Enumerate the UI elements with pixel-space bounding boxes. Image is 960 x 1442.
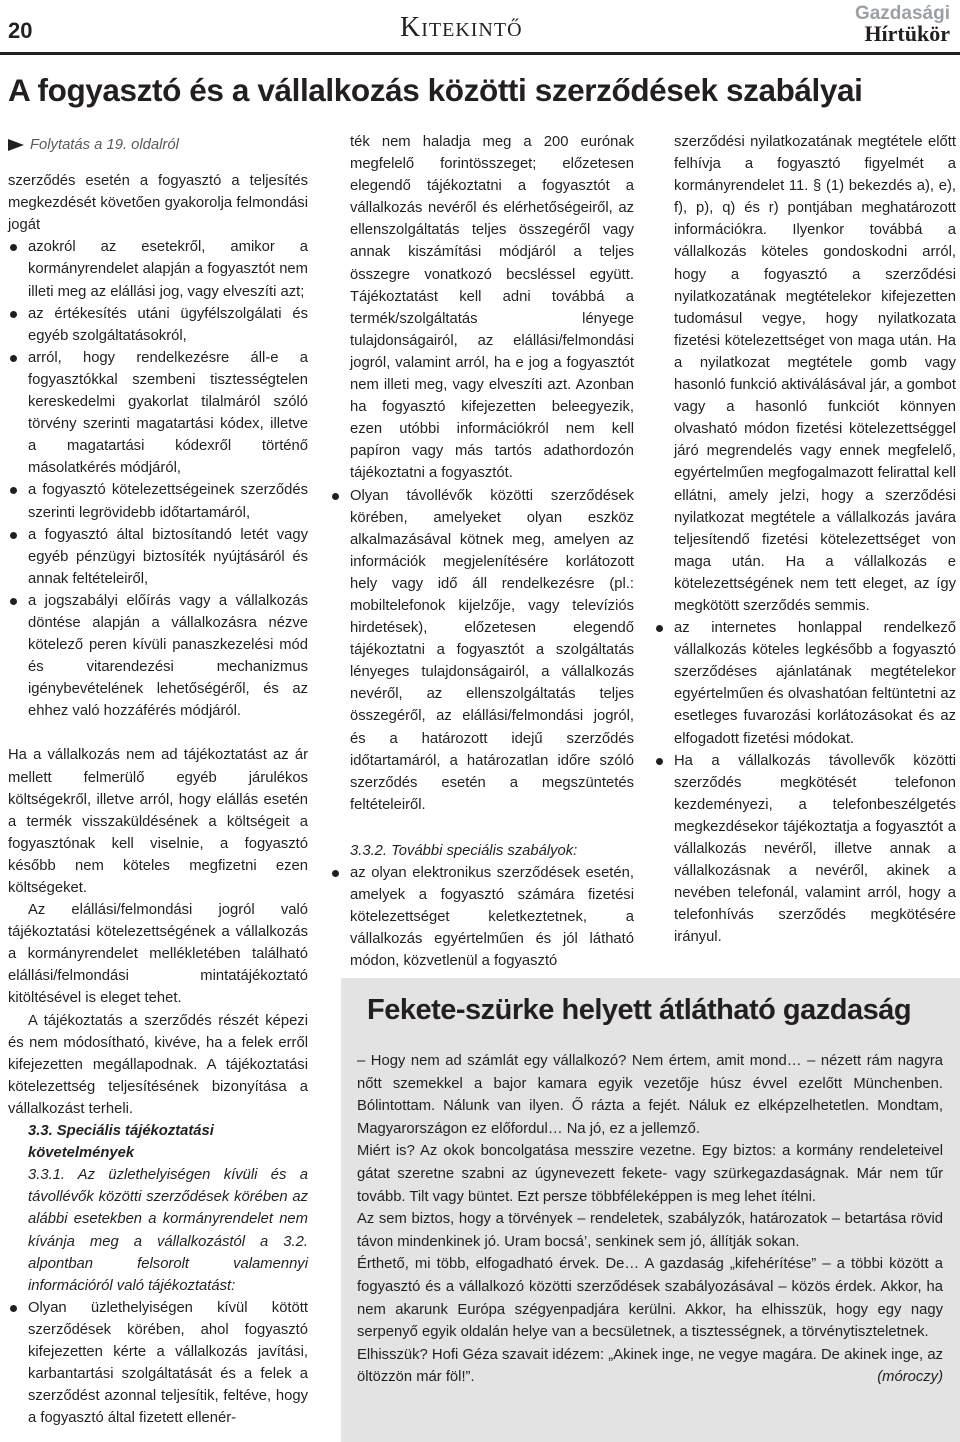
article-title: A fogyasztó és a vállalkozás közötti szerződések szabályai [8, 72, 863, 108]
paragraph: Miért is? Az okok boncolgatása messzire vezetne. Egy biztos: a kormány rendeleteivel gátat szeretne szabni az úgynevezett fekete- vagy szürkegazdaságnak. Már nem tűr tovább. Tilt vagy büntet. Ezt persze többféleképpen is meg lehet ítélni. [357, 1143, 943, 1205]
paragraph: szerződési nyilatkozatának megtétele előtt felhívja a fogyasztó figyelmét a kormányrendelet 11. § (1) bekezdés a), e), f), p), q) és r) pontjában meghatározott információkra. Ilyenkor továbbá a vállalkozás köteles gondoskodni arról, hogy a fogyasztó a szerződési nyilatkozatának megtételekor kifejezetten tudomásul vegye, hogy nyilatkozata fizetési kötelezettséget von maga után. Ha a nyilatkozat megtétele gomb vagy hasonló funkció aktiválásával jár, a gombot vagy a hasonló funkciót könnyen olvasható módon fizetési kötelezettséggel járó megrendelés vagy ennek megfelelő, egyértelműen megfogalmazott felirattal kell ellátni, amely jelzi, hogy a szerződési nyilatkozat megtétele a vállalkozás javára teljesítendő fizetési kötelezettséget von maga után. Ha a vállalkozás e kötelezettségének nem tett eleget, az így megkötött szerződés semmis. [674, 134, 956, 614]
arrow-right-icon [8, 139, 24, 151]
author-signature: (móroczy) [877, 1369, 943, 1386]
box-title: Fekete-szürke helyett átlátható gazdaság [367, 994, 912, 1026]
list-item: a fogyasztó által biztosítandó letét vagy egyéb pénzügyi biztosíték nyújtásáról és annak feltételeiről, [8, 524, 308, 590]
paragraph: Érthető, mi több, elfogadható érvek. De… A gazdaság „kifehérítése” – a többi között a fogyasztó és a vállalkozó közötti szerződések szabályozásával – közös érdek. Akkor, ha nem akarunk Európa szégyenpadjára kerülni. Akkor, ha elhisszük, hogy egy nagy serpenyő egyik oldalán helye van a becsületnek, a tisztességnek, a törvénytiszteletnek. [357, 1256, 943, 1341]
paragraph [357, 1344, 943, 1389]
list-item: az olyan elektronikus szerződések esetén, amelyek a fogyasztó számára fizetési kötelezettséget keletkeztetnek, a vállalkozás egyértelműen és jól látható módon, közvetlenül a fogyasztó [330, 862, 634, 972]
list-item: az internetes honlappal rendelkező vállalkozás köteles legkésőbb a fogyasztó szerződéses ajánlatának megtételekor egyértelműen és olvashatóan feltüntetni az esetleges fuvarozási korlátozásokat és az elfogadott fizetési módokat. [654, 617, 956, 750]
paragraph: szerződés esetén a fogyasztó a teljesítés megkezdését követően gyakorolja felmondási jogát [8, 173, 308, 234]
bullet-list [8, 1297, 308, 1430]
page-header [0, 0, 960, 58]
subheading: 3.3. Speciális tájékoztatási követelmények [28, 1123, 214, 1162]
masthead-top: Gazdasági [854, 3, 950, 24]
header-rule [0, 52, 960, 55]
bullet-list [654, 617, 956, 948]
bullet-list [8, 236, 308, 722]
closing-text: Elhisszük? Hofi Géza szavait idézem: „Akinek inge, ne vegye magára. De akinek inge, az öltözzön már föl!”. [357, 1346, 943, 1386]
column-1 [8, 134, 308, 1429]
masthead-logo [855, 4, 950, 45]
bullet-list [330, 862, 634, 972]
continued-note [8, 134, 308, 156]
bullet-list [330, 485, 634, 816]
paragraph: – Hogy nem ad számlát egy vállalkozó? Nem értem, amit mond… – nézett rám nagyra nőtt szemekkel a bajor kamara egyik vezetője húsz évvel ezelőtt Münchenben. Bólintottam. Nálunk van ilyen. Ő rázta a fejét. Náluk ez elképzelhetetlen. Mondtam, Magyarországon ez előfordul… Na jó, ez a jellemző. [357, 1053, 943, 1137]
list-item: azokról az esetekről, amikor a kormányrendelet alapján a fogyasztót nem illeti meg az elállási jog, vagy elveszíti azt; [8, 236, 308, 302]
column-3 [654, 131, 956, 948]
paragraph: A tájékoztatás a szerződés részét képezi és nem módosítható, kivéve, ha a felek erről kifejezetten megállapodnak. A tájékoztatási kötelezettség teljesítésének bizonyítása a vállalkozást terheli. [8, 1012, 308, 1117]
paragraph: Az elállási/felmondási jogról való tájékoztatási kötelezettségének a vállalkozás a kormányrendelet mellékletében található elállási/felmondási mintatájékoztató kitöltésével is eleget tehet. [8, 902, 308, 1007]
subheading: 3.3.2. További speciális szabályok: [350, 842, 578, 859]
list-item: a jogszabályi előírás vagy a vállalkozás döntése alapján a vállalkozásra nézve kötelező peren kívüli panaszkezelési mód és vitarendezési mechanizmus igénybevételének lehetőségéről, és az ehhez való hozzáférés módjáról. [8, 590, 308, 723]
list-item: arról, hogy rendelkezésre áll-e a fogyasztókkal szembeni tisztességtelen kereskedelmi gyakorlat tilalmáról szóló törvény szerinti magatartási kódex, illetve a magatartási kódexről történő másolatkérés módjáról, [8, 347, 308, 480]
paragraph: Az sem biztos, hogy a törvények – rendeletek, szabályzók, határozatok – betartása rövid távon mindenkinek jó. Uram bocsá’, senkinek sem jó, állítják sokan. [357, 1211, 943, 1250]
paragraph: Ha a vállalkozás nem ad tájékoztatást az ár mellett felmerülő egyéb járulékos költségekről, illetve arról, hogy elállás esetén a termék visszaküldésének a költségeit a fogyasztónak kell viselnie, a fogyasztó később nem köteles megfizetni ezen költségeket. [8, 747, 308, 896]
list-item: a fogyasztó kötelezettségeinek szerződés szerinti legrövidebb időtartamáról, [8, 479, 308, 523]
box-body [357, 1050, 943, 1389]
paragraph: ték nem haladja meg a 200 eurónak megfelelő forintösszeget; előzetesen elegendő tájékoztatni a fogyasztót a vállalkozás nevéről és elérhetőségeiről, az ellenszolgáltatás teljes összegéről vagy annak kiszámítási módjáról a teljes összegre vonatkozó becsléssel együtt. Tájékoztatást kell adni továbbá a termék/szolgáltatás lényege tulajdonságairól, az elállási/felmondási jogról, valamint arról, ha e jog a fogyasztót nem illeti meg, vagy elveszíti azt. Azonban ha fogyasztó kifejezetten beleegyezik, ezen utóbbi információkról nem kell papíron vagy más tartós adathordozón tájékoztatni a fogyasztót. [350, 134, 634, 482]
list-item: Olyan üzlethelyiségen kívül kötött szerződések körében, ahol fogyasztó kifejezetten kérte a vállalkozás javítási, karbantartási szolgáltatását és a felek a szerződést azonnal teljesítik, feltéve, hogy a fogyasztó által fizetett ellenér- [8, 1297, 308, 1430]
list-item: Olyan távollévők közötti szerződések körében, amelyeket olyan eszköz alkalmazásával kötnek meg, amelyen az információk megjelenítésére korlátozott hely vagy idő áll rendelkezésre (pl.: mobiltelefonok kijelzője, vagy televíziós hirdetések), előzetesen elegendő tájékoztatni a fogyasztót a szolgáltatás lényeges tulajdonságairól, a vállalkozás nevéről, az ellenszolgáltatás teljes összegéről, az elállási/felmondási jogról, és a határozott idejű szerződés időtartamáról, a határozatlan időre szóló szerződés esetén a megszüntetés feltételeiről. [330, 485, 634, 816]
column-2 [330, 131, 634, 972]
paragraph: 3.3.1. Az üzlethelyiségen kívüli és a távollévők közötti szerződések körében az alábbi esetekben a kormányrendelet nem kívánja meg a vállalkozástól a 3.2. alpontban felsorolt valamennyi információról való tájékoztatást: [28, 1167, 308, 1294]
page-number: 20 [8, 18, 33, 43]
list-item: Ha a vállalkozás távollevők közötti szerződés megkötését telefonon kezdeményezi, a telefonbeszélgetés megkezdésekor tájékoztatja a fogyasztót a vállalkozás nevéről, illetve annak a vállalkozásnak a nevéről, akinek a nevében telefonál, valamint arról, hogy a telefonhívás szerződés megkötésére irányul. [654, 750, 956, 949]
section-heading: Kitekintő [400, 12, 523, 43]
editorial-box [341, 978, 960, 1442]
list-item: az értékesítés utáni ügyfélszolgálati és egyéb szolgáltatásokról, [8, 303, 308, 347]
masthead-bottom: Hírtükör [864, 21, 950, 46]
continued-text: Folytatás a 19. oldalról [30, 137, 179, 153]
